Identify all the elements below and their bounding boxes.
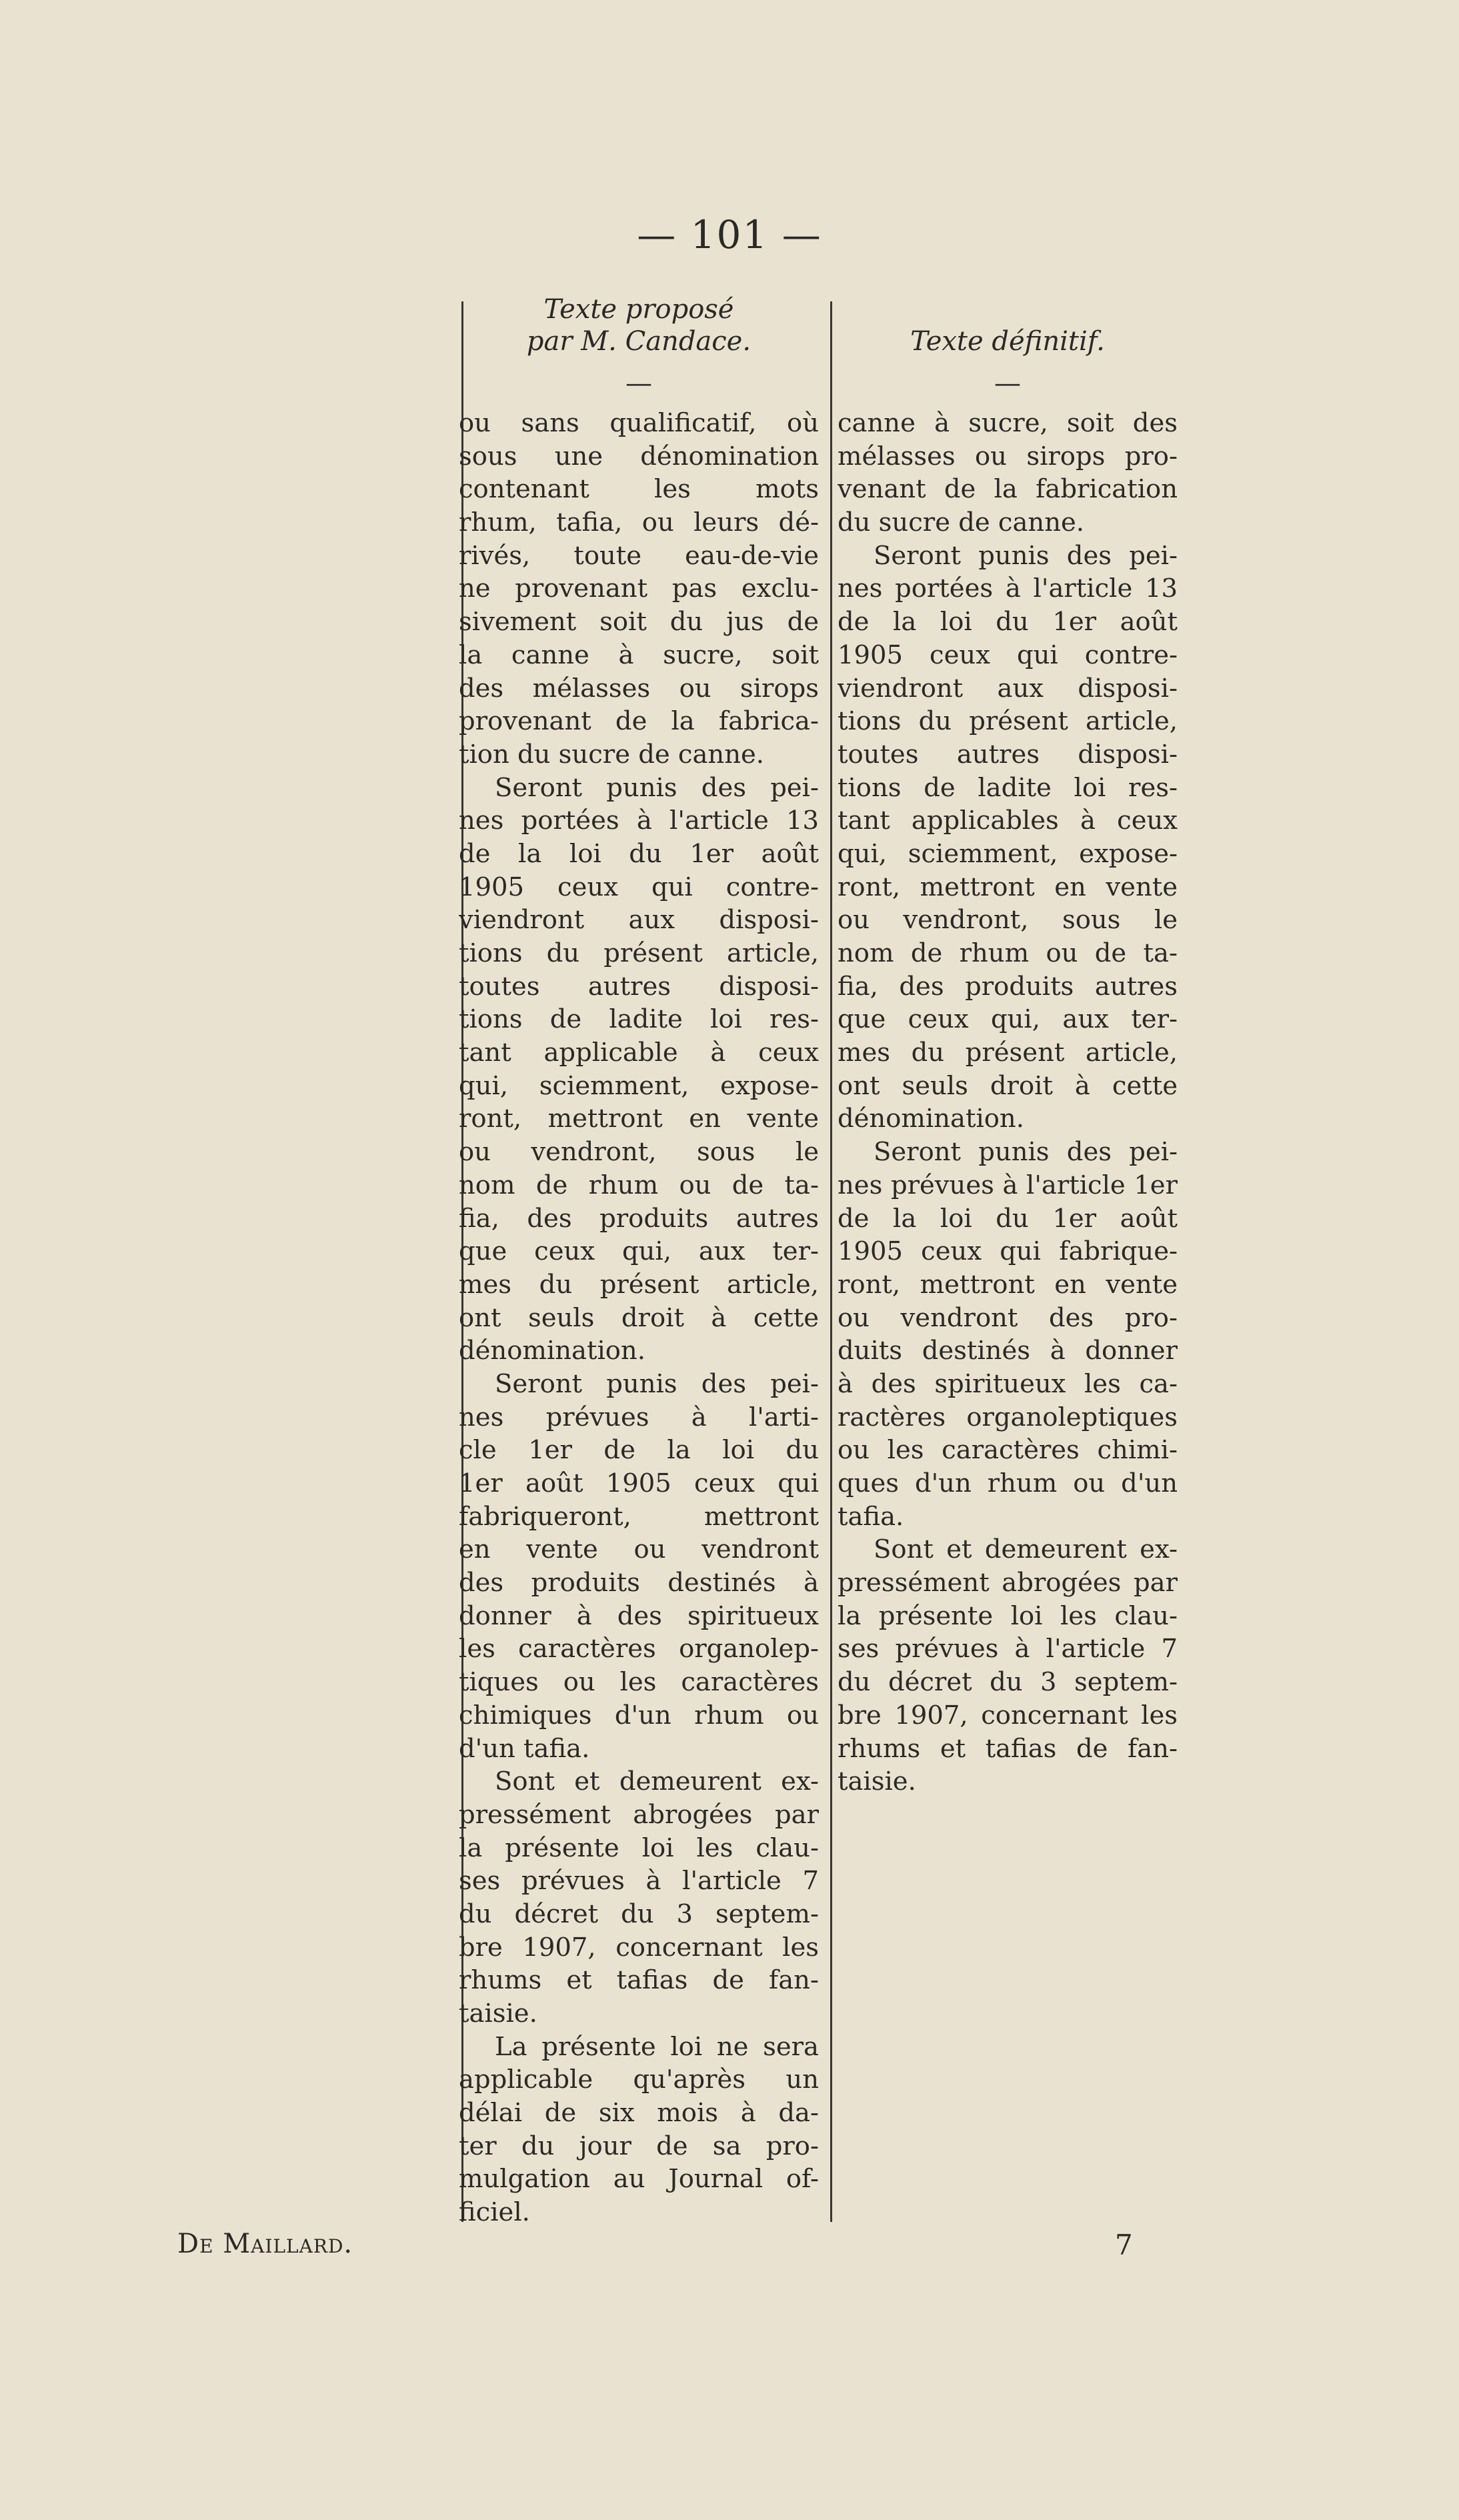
text-line: délai de six mois à da- [459,2098,819,2129]
text-line: ses prévues à l'article 7 [838,1634,1178,1664]
text-line: 1905 ceux qui contre- [459,872,819,902]
text-line: venant de la fabrication [838,474,1178,505]
text-line: ses prévues à l'article 7 [459,1866,819,1897]
left-column-heading [459,293,819,360]
page-number: — 101 — [637,212,822,257]
text-line: rivés, toute eau-de-vie [459,540,819,571]
text-line: fia, des produits autres [459,1203,819,1234]
text-line: ne provenant pas exclu- [459,573,819,604]
text-line: Seront punis des pei- [874,1137,1178,1168]
text-line: Seront punis des pei- [495,772,819,803]
footer-sheet-number: 7 [1115,2229,1133,2261]
text-line: nom de rhum ou de ta- [838,938,1178,968]
text-line: toutes autres disposi- [459,971,819,1002]
text-line: tant applicable à ceux [459,1038,819,1068]
text-line: mélasses ou sirops pro- [838,441,1178,471]
text-line: 1er août 1905 ceux qui [459,1468,819,1498]
text-line: mes du présent article, [838,1038,1178,1068]
text-line: que ceux qui, aux ter- [459,1236,819,1267]
text-line: du décret du 3 septem- [838,1667,1178,1698]
text-line: ques d'un rhum ou d'un [838,1468,1178,1498]
text-line: de la loi du 1er août [838,607,1178,638]
text-line: les caractères organolep- [459,1634,819,1664]
text-line: applicable qu'après un [459,2065,819,2095]
text-line: chimiques d'un rhum ou [459,1700,819,1730]
text-line: en vente ou vendront [459,1534,819,1565]
text-line: ter du jour de sa pro- [459,2131,819,2161]
text-line: fia, des produits autres [838,971,1178,1002]
text-line: provenant de la fabrica- [459,706,819,737]
text-line: viendront aux disposi- [838,673,1178,704]
text-line: des mélasses ou sirops [459,673,819,704]
text-line: tion du sucre de canne. [459,739,765,770]
text-line: cle 1er de la loi du [459,1435,819,1466]
text-line: ou vendront des pro- [838,1302,1178,1333]
text-line: ou les caractères chimi- [838,1435,1178,1466]
right-heading-line: Texte définitif. [910,326,1105,357]
text-line: du sucre de canne. [838,507,1085,538]
text-line: rhum, tafia, ou leurs dé- [459,507,819,538]
text-line: qui, sciemment, expose- [459,1070,819,1101]
text-line: tant applicables à ceux [838,806,1178,836]
text-line: mes du présent article, [459,1269,819,1300]
text-line: contenant les mots [459,474,819,505]
text-line: dénomination. [459,1336,645,1366]
left-column-proposed-text [459,293,819,2229]
text-line: bre 1907, concernant les [459,1932,819,1963]
text-line: sous une dénomination [459,441,819,471]
left-column-body [459,407,819,2229]
text-line: ront, mettront en vente [838,1269,1178,1300]
text-line: de la loi du 1er août [838,1203,1178,1234]
left-heading-line: par M. Candace. [526,326,752,357]
text-line: des produits destinés à [459,1568,819,1598]
text-line: ront, mettront en vente [459,1104,819,1134]
text-line: mulgation au Journal of- [459,2164,819,2195]
text-line: tafia. [838,1501,904,1532]
column-divider-rule [830,301,832,2222]
text-line: de la loi du 1er août [459,838,819,869]
text-line: toutes autres disposi- [838,739,1178,770]
text-line: ont seuls droit à cette [459,1302,819,1333]
text-line: nom de rhum ou de ta- [459,1170,819,1200]
text-line: bre 1907, concernant les [838,1700,1178,1730]
text-line: à des spiritueux les ca- [838,1368,1178,1399]
text-line: dénomination. [838,1104,1024,1134]
text-line: nes portées à l'article 13 [838,573,1178,604]
text-line: ou vendront, sous le [838,905,1178,936]
footer-author: De Maillard. [177,2229,353,2259]
text-line: ractères organoleptiques [838,1402,1178,1432]
text-line: tiques ou les caractères [459,1667,819,1698]
text-line: la présente loi les clau- [459,1832,819,1863]
text-line: ou sans qualificatif, où [459,408,819,438]
text-line: tions de ladite loi res- [838,772,1178,803]
text-line: la canne à sucre, soit [459,640,819,670]
text-line: Sont et demeurent ex- [495,1766,819,1797]
text-line: Seront punis des pei- [495,1368,819,1399]
text-line: que ceux qui, aux ter- [838,1004,1178,1035]
text-line: La présente loi ne sera [495,2031,819,2062]
right-column-dash: — [994,368,1021,399]
text-line: sivement soit du jus de [459,607,819,638]
text-line: duits destinés à donner [838,1336,1178,1366]
text-line: la présente loi les clau- [838,1600,1178,1631]
text-line: nes prévues à l'arti- [459,1402,819,1432]
text-line: pressément abrogées par [838,1568,1178,1598]
text-line: ront, mettront en vente [838,872,1178,902]
text-line: viendront aux disposi- [459,905,819,936]
right-column-heading [838,293,1178,360]
text-line: taisie. [838,1766,916,1797]
text-line: rhums et tafias de fan- [459,1965,819,1996]
text-line: Seront punis des pei- [874,540,1178,571]
text-line: tions du présent article, [459,938,819,968]
text-line: pressément abrogées par [459,1799,819,1830]
text-line: donner à des spiritueux [459,1600,819,1631]
text-line: ou vendront, sous le [459,1137,819,1168]
text-line: 1905 ceux qui contre- [838,640,1178,670]
text-line: d'un tafia. [459,1733,590,1764]
text-line: ont seuls droit à cette [838,1070,1178,1101]
text-line: nes prévues à l'article 1er [838,1170,1178,1200]
text-line: nes portées à l'article 13 [459,806,819,836]
text-line: qui, sciemment, expose- [838,838,1178,869]
left-column-dash: — [625,368,652,399]
text-line: fabriqueront, mettront [459,1501,819,1532]
text-line: tions de ladite loi res- [459,1004,819,1035]
text-line: ficiel. [459,2197,530,2228]
text-line: rhums et tafias de fan- [838,1733,1178,1764]
text-line: taisie. [459,1999,537,2029]
right-column-body [838,407,1178,1798]
left-heading-line: Texte proposé [543,294,734,325]
text-line: tions du présent article, [838,706,1178,737]
text-line: canne à sucre, soit des [838,408,1178,438]
text-line: 1905 ceux qui fabrique- [838,1236,1178,1267]
text-line: du décret du 3 septem- [459,1899,819,1929]
right-column-final-text [838,293,1178,1798]
text-line: Sont et demeurent ex- [874,1534,1178,1565]
